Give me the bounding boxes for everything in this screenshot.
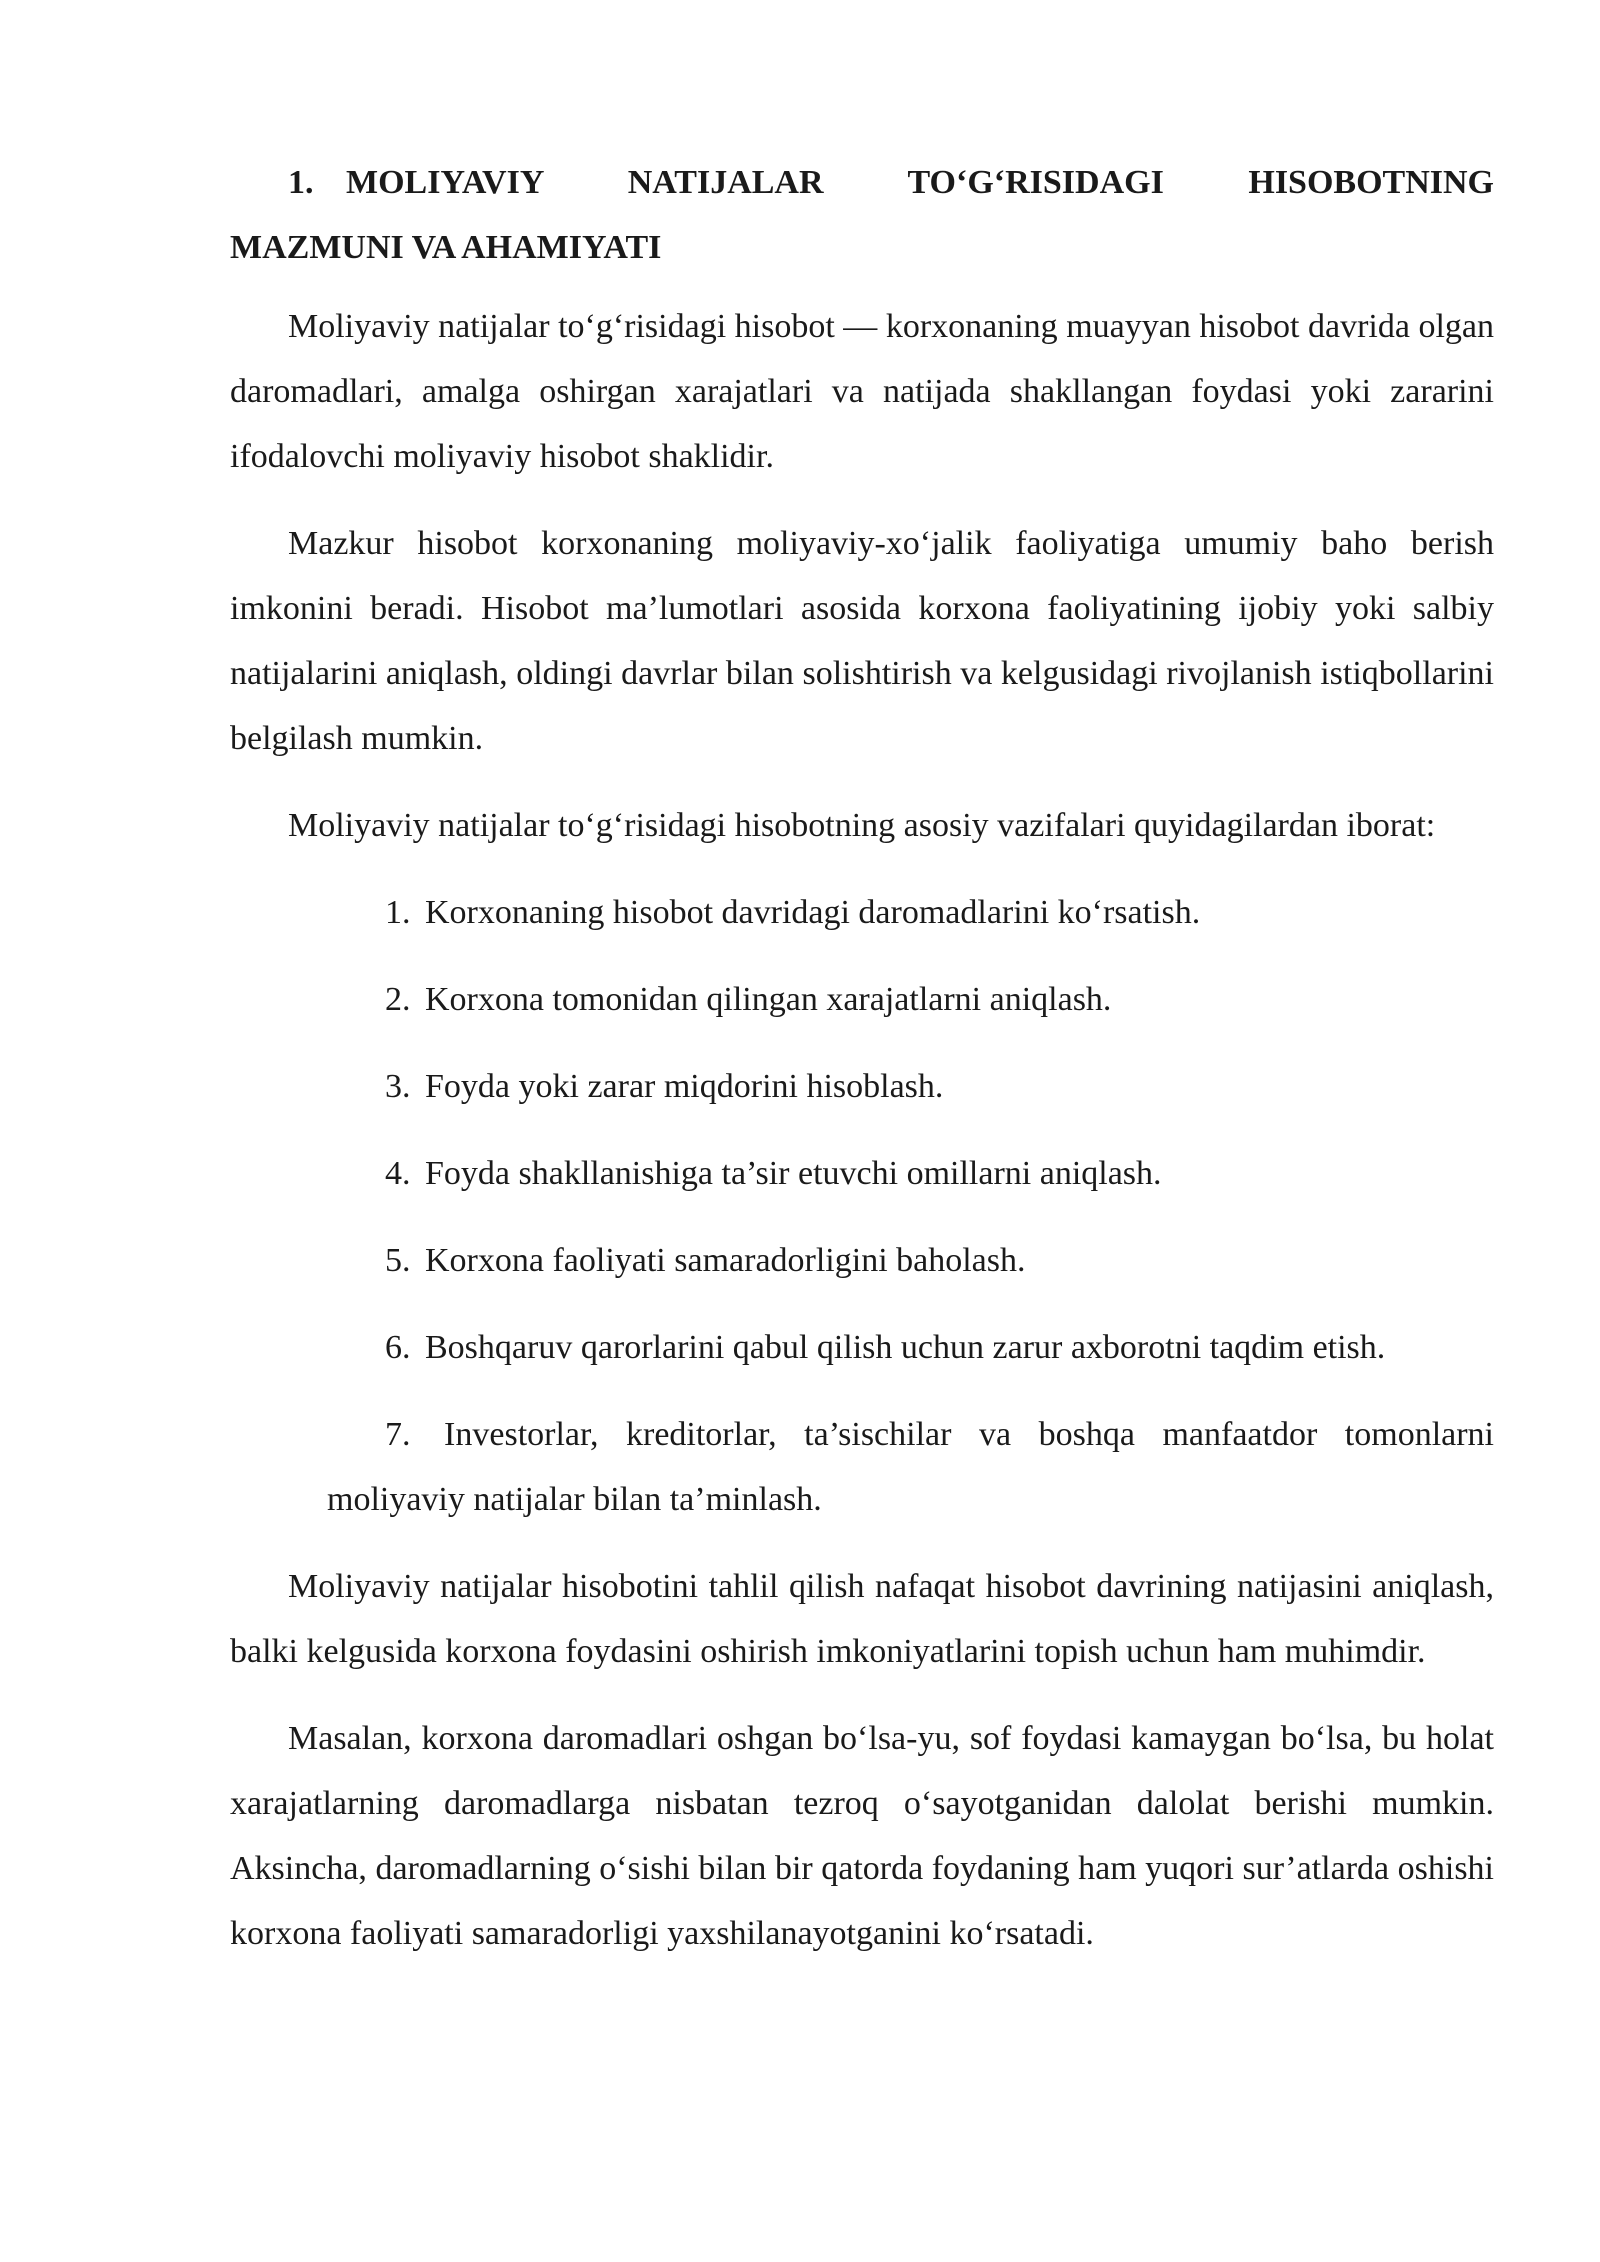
list-item: [230, 1315, 1494, 1380]
list-item: [230, 1402, 1494, 1532]
paragraph-analysis: Moliyaviy natijalar hisobotini tahlil qilish nafaqat hisobot davrining natijasini aniqlash, balki kelgusida korxona foydasini oshirish imkoniyatlarini topish uchun ham muhimdir.: [230, 1568, 1494, 1670]
paragraph-definition: Moliyaviy natijalar to‘g‘risidagi hisobot — korxonaning muayyan hisobot davrida olgan daromadlari, amalga oshirgan xarajatlari va natijada shakllangan foydasi yoki zararini ifodalovchi moliyaviy hisobot shaklidir.: [230, 308, 1494, 475]
list-item: [230, 880, 1494, 945]
list-item-number: 2.: [385, 981, 411, 1018]
list-item: [230, 1141, 1494, 1206]
list-item-text: Korxona faoliyati samaradorligini baholash.: [425, 1242, 1026, 1279]
section-heading-text-1: MOLIYAVIY NATIJALAR TO‘G‘RISIDAGI HISOBOTNING: [346, 164, 1494, 201]
section-heading-line-1: [230, 150, 1494, 215]
list-item-text: Foyda yoki zarar miqdorini hisoblash.: [425, 1068, 944, 1105]
list-item-text: Korxona tomonidan qilingan xarajatlarni aniqlash.: [425, 981, 1112, 1018]
list-item-number: 3.: [385, 1068, 411, 1105]
list-item-number: 1.: [385, 894, 411, 931]
list-item-text: Korxonaning hisobot davridagi daromadlarini ko‘rsatish.: [425, 894, 1201, 931]
list-item-text: Investorlar, kreditorlar, ta’sischilar va boshqa manfaatdor tomonlarni moliyaviy natijalar bilan ta’minlash.: [327, 1416, 1495, 1518]
list-item-number: 6.: [385, 1329, 411, 1366]
section-heading: [230, 150, 1494, 280]
paragraph-list-intro: Moliyaviy natijalar to‘g‘risidagi hisobotning asosiy vazifalari quyidagilardan iborat:: [288, 807, 1436, 844]
list-item: [230, 1054, 1494, 1119]
tasks-list: [230, 880, 1494, 1532]
list-item-number: 7.: [385, 1416, 411, 1453]
list-item-number: 4.: [385, 1155, 411, 1192]
list-item-number: 5.: [385, 1242, 411, 1279]
section-heading-line-2: MAZMUNI VA AHAMIYATI: [230, 229, 662, 266]
section-number: 1.: [288, 164, 314, 201]
document-page: [230, 150, 1494, 1988]
list-item-text: Foyda shakllanishiga ta’sir etuvchi omillarni aniqlash.: [425, 1155, 1162, 1192]
paragraph-example: Masalan, korxona daromadlari oshgan bo‘lsa-yu, sof foydasi kamaygan bo‘lsa, bu holat xarajatlarning daromadlarga nisbatan tezroq o‘sayotganidan dalolat berishi mumkin. Aksincha, daromadlarning o‘sishi bilan bir qatorda foydaning ham yuqori sur’atlarda oshishi korxona faoliyati samaradorligi yaxshilanayotganini ko‘rsatadi.: [230, 1720, 1494, 1952]
list-item-text: Boshqaruv qarorlarini qabul qilish uchun zarur axborotni taqdim etish.: [425, 1329, 1386, 1366]
paragraph-purpose: Mazkur hisobot korxonaning moliyaviy-xo‘jalik faoliyatiga umumiy baho berish imkonini beradi. Hisobot ma’lumotlari asosida korxona faoliyatining ijobiy yoki salbiy natijalarini aniqlash, oldingi davrlar bilan solishtirish va kelgusidagi rivojlanish istiqbollarini belgilash mumkin.: [230, 525, 1494, 757]
list-item: [230, 967, 1494, 1032]
list-item: [230, 1228, 1494, 1293]
